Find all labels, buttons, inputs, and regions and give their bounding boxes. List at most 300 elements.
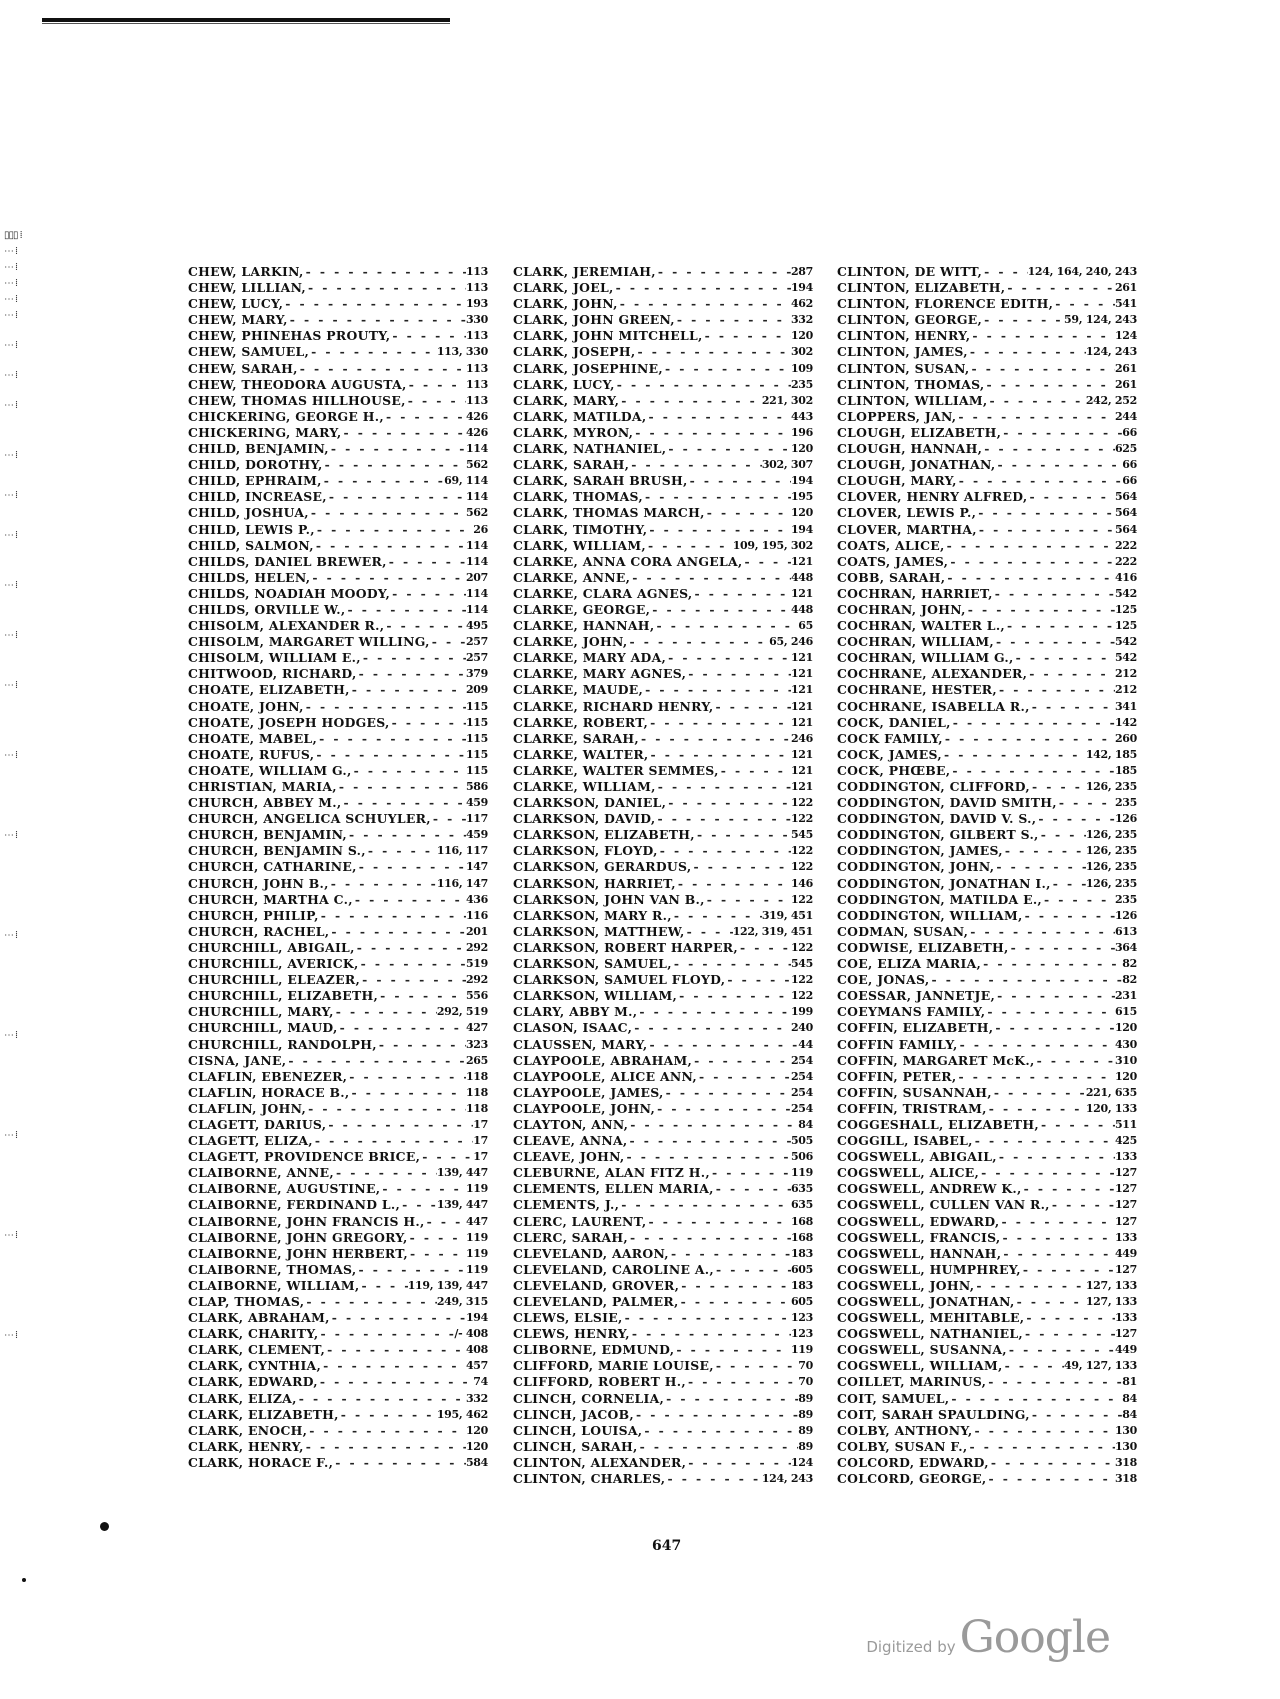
leader-dots [976, 505, 1115, 521]
leader-dots [406, 393, 466, 409]
leader-dots [1035, 1053, 1115, 1069]
leader-dots [1009, 940, 1115, 956]
entry-pages: 119 [465, 1246, 488, 1260]
index-entry [513, 859, 813, 875]
entry-name: COGSWELL, ANDREW K., [837, 1181, 1022, 1197]
page-number: 647 [652, 1538, 682, 1554]
entry-name: CLARKSON, MATTHEW, [513, 923, 685, 939]
entry-name: CHURCH, PHILIP, [188, 907, 319, 923]
entry-pages: 287 [790, 265, 813, 278]
entry-pages: 292 [465, 973, 488, 987]
index-entry [837, 473, 1137, 489]
index-entry [837, 1037, 1137, 1053]
entry-pages: 65, 246 [769, 635, 813, 649]
entry-name: CLINTON, ALEXANDER, [513, 1454, 687, 1470]
entry-pages: 133 [1114, 1311, 1137, 1325]
entry-pages: 142, 185 [1085, 747, 1137, 761]
entry-name: CLAFLIN, EBENEZER, [188, 1068, 348, 1084]
index-entry [837, 1342, 1137, 1358]
index-entry [837, 1246, 1137, 1262]
entry-name: COGSWELL, ALICE, [837, 1165, 980, 1181]
entry-name: CLAYPOOLE, JAMES, [513, 1084, 664, 1100]
entry-pages: 115 [465, 699, 488, 713]
leader-dots [304, 1294, 437, 1310]
entry-pages: 183 [790, 1246, 813, 1260]
index-entry [837, 1455, 1137, 1471]
entry-pages: 66 [1122, 474, 1137, 488]
entry-pages: 427 [465, 1021, 488, 1035]
entry-name: CLINTON, GEORGE, [837, 312, 983, 328]
leader-dots [979, 1165, 1115, 1181]
entry-name: CLARKE, ANNE, [513, 569, 631, 585]
entry-name: CLINTON, CHARLES, [513, 1471, 666, 1487]
entry-pages: 168 [790, 1230, 813, 1244]
entry-name: CHOATE, JOHN, [188, 698, 304, 714]
index-entry [188, 1310, 488, 1326]
entry-pages: 318 [1114, 1455, 1137, 1469]
leader-dots [738, 940, 791, 956]
index-entry [188, 280, 488, 296]
index-entry [513, 1439, 813, 1455]
entry-name: CHURCH, CATHARINE, [188, 859, 357, 875]
index-entry [513, 779, 813, 795]
entry-pages: 127 [1114, 1198, 1137, 1212]
entry-name: CLARK, ABRAHAM, [188, 1310, 330, 1326]
entry-pages: 133 [1114, 1150, 1137, 1164]
leader-dots [339, 1407, 437, 1423]
entry-name: CLEVELAND, AARON, [513, 1245, 669, 1261]
index-entry [513, 924, 813, 940]
entry-pages: 416 [1114, 570, 1137, 584]
index-entry [837, 1310, 1137, 1326]
entry-pages: 302 [790, 345, 813, 359]
entry-pages: 114 [465, 490, 488, 504]
leader-dots [714, 1262, 791, 1278]
index-entry [513, 908, 813, 924]
entry-pages: 126, 235 [1085, 828, 1137, 842]
index-entry [513, 988, 813, 1004]
entry-pages: 118 [465, 1069, 488, 1083]
index-entry [837, 425, 1137, 441]
entry-name: CHITWOOD, RICHARD, [188, 666, 357, 682]
index-entry [188, 586, 488, 602]
entry-name: CLEVELAND, GROVER, [513, 1277, 680, 1293]
index-entry [837, 1391, 1137, 1407]
index-entry [513, 1230, 813, 1246]
entry-pages: 126 [1114, 812, 1137, 826]
entry-name: CLARK, WILLIAM, [513, 537, 646, 553]
google-watermark [866, 1612, 1110, 1663]
index-entry [513, 876, 813, 892]
index-entry [513, 1342, 813, 1358]
leader-dots [646, 409, 791, 425]
entry-pages: 70 [798, 1359, 813, 1373]
leader-dots [1005, 280, 1115, 296]
entry-name: COCK FAMILY, [837, 730, 943, 746]
entry-name: CLOUGH, JONATHAN, [837, 457, 996, 473]
entry-name: COCHRAN, WALTER L., [837, 618, 1006, 634]
leader-dots [695, 827, 791, 843]
index-entry [837, 811, 1137, 827]
entry-name: CLARKSON, JOHN VAN B., [513, 891, 705, 907]
index-entry [837, 859, 1137, 875]
entry-pages: 116, 117 [436, 844, 488, 858]
entry-pages: 459 [465, 828, 488, 842]
entry-name: CLARKSON, FLOYD, [513, 843, 658, 859]
leader-dots [1030, 1407, 1122, 1423]
leader-dots [298, 361, 466, 377]
index-entry [837, 779, 1137, 795]
leader-dots [347, 827, 466, 843]
entry-pages: 449 [1114, 1246, 1137, 1260]
entry-pages: 69, 114 [444, 474, 488, 488]
index-entry [188, 779, 488, 795]
entry-pages: 201 [465, 924, 488, 938]
leader-dots [329, 924, 466, 940]
leader-dots [942, 747, 1086, 763]
entry-name: CLINTON, THOMAS, [837, 376, 985, 392]
entry-pages: 118 [465, 1085, 488, 1099]
entry-pages: 123 [790, 1327, 813, 1341]
entry-pages: 114 [465, 442, 488, 456]
leader-dots [685, 924, 733, 940]
entry-name: COFFIN, TRISTRAM, [837, 1100, 987, 1116]
leader-dots [288, 312, 466, 328]
entry-name: COILLET, MARINUS, [837, 1374, 987, 1390]
entry-pages: 139, 447 [436, 1166, 488, 1180]
entry-name: CLINCH, JACOB, [513, 1406, 635, 1422]
leader-dots [929, 972, 1122, 988]
entry-pages: 121 [790, 667, 813, 681]
entry-name: CHURCHILL, ELEAZER, [188, 972, 361, 988]
leader-dots [643, 682, 791, 698]
entry-name: CHURCH, JOHN B., [188, 875, 329, 891]
entry-pages: 195, 462 [436, 1407, 488, 1421]
leader-dots [997, 1149, 1115, 1165]
entry-name: COGSWELL, MEHITABLE, [837, 1310, 1025, 1326]
entry-pages: 113 [465, 377, 488, 391]
entry-name: COGSWELL, FRANCIS, [837, 1229, 1001, 1245]
entry-pages: 635 [790, 1198, 813, 1212]
entry-pages: 119 [465, 1262, 488, 1276]
leader-dots [390, 586, 466, 602]
leader-dots [384, 618, 466, 634]
entry-name: CODDINGTON, JONATHAN I., [837, 875, 1051, 891]
entry-name: COGSWELL, CULLEN VAN R., [837, 1197, 1050, 1213]
index-entry [513, 1471, 813, 1487]
entry-pages: 126, 235 [1085, 780, 1137, 793]
entry-name: CLAFLIN, JOHN, [188, 1100, 307, 1116]
index-entry [188, 1037, 488, 1053]
entry-name: COFFIN, SUSANNAH, [837, 1084, 992, 1100]
leader-dots [314, 538, 466, 554]
leader-dots [658, 843, 791, 859]
entry-pages: 122 [790, 940, 813, 954]
leader-dots [319, 908, 466, 924]
index-entry [188, 312, 488, 328]
entry-pages: 84 [798, 1117, 813, 1131]
entry-pages: 562 [465, 458, 488, 472]
index-entry [837, 409, 1137, 425]
leader-dots [672, 908, 762, 924]
entry-pages: 17 [473, 1150, 488, 1164]
leader-dots [390, 715, 466, 731]
leader-dots [956, 409, 1115, 425]
entry-name: CLEMENTS, J., [513, 1197, 620, 1213]
entry-name: COFFIN, ELIZABETH, [837, 1020, 994, 1036]
leader-dots [637, 1004, 791, 1020]
entry-pages: 124, 243 [1085, 345, 1137, 359]
leader-dots [985, 377, 1115, 393]
entry-name: CLERC, SARAH, [513, 1229, 628, 1245]
entry-name: CLAYPOOLE, JOHN, [513, 1100, 656, 1116]
leader-dots [692, 1053, 791, 1069]
entry-name: CHEW, SAMUEL, [188, 344, 310, 360]
entry-name: COGSWELL, HUMPHREY, [837, 1261, 1021, 1277]
entry-name: CLEAVE, JOHN, [513, 1149, 625, 1165]
entry-pages: 89 [798, 1407, 813, 1421]
entry-pages: 222 [1114, 538, 1137, 552]
index-entry [188, 956, 488, 972]
entry-pages: 207 [465, 570, 488, 584]
index-entry [837, 1020, 1137, 1036]
index-entry [837, 1407, 1137, 1423]
entry-name: CLARK, JOEL, [513, 280, 614, 296]
entry-pages: 122 [790, 796, 813, 810]
leader-dots [306, 1101, 466, 1117]
entry-pages: 122 [790, 973, 813, 987]
leader-dots [614, 280, 791, 296]
entry-name: CLAYPOOLE, ALICE ANN, [513, 1068, 697, 1084]
leader-dots [688, 473, 791, 489]
index-entry [188, 1358, 488, 1374]
entry-pages: 120 [790, 329, 813, 343]
entry-name: CHILD, JOSHUA, [188, 505, 309, 521]
leader-dots [359, 956, 466, 972]
index-entry [837, 361, 1137, 377]
entry-name: CHRISTIAN, MARIA, [188, 779, 337, 794]
index-entry [513, 1117, 813, 1133]
index-entry [513, 554, 813, 570]
leader-dots [643, 489, 791, 505]
entry-pages: 194 [790, 522, 813, 536]
index-entry [188, 602, 488, 618]
index-entry [837, 634, 1137, 650]
index-entry [837, 1085, 1137, 1101]
index-entry [188, 1455, 488, 1471]
entry-pages: 127 [1114, 1214, 1137, 1228]
index-entry [188, 296, 488, 312]
entry-pages: 121 [790, 554, 813, 568]
leader-dots [970, 361, 1115, 377]
entry-name: COLCORD, EDWARD, [837, 1454, 989, 1470]
index-entry [513, 312, 813, 328]
entry-name: CHILD, DOROTHY, [188, 457, 323, 473]
index-entry [837, 264, 1137, 280]
index-entry [188, 1069, 488, 1085]
entry-name: CODDINGTON, CLIFFORD, [837, 779, 1030, 794]
leader-dots [355, 940, 466, 956]
index-entry [188, 522, 488, 538]
index-entry [188, 682, 488, 698]
entry-name: CHISOLM, MARGARET WILLING, [188, 634, 430, 650]
entry-pages: 447 [465, 1214, 488, 1228]
index-entry [188, 731, 488, 747]
leader-dots [648, 1037, 799, 1053]
entry-pages: 586 [465, 780, 488, 793]
entry-name: CLARKSON, ROBERT HARPER, [513, 939, 738, 955]
leader-dots [1022, 1181, 1115, 1197]
leader-dots [356, 1262, 465, 1278]
entry-name: CHEW, SARAH, [188, 360, 298, 376]
leader-dots [669, 1246, 791, 1262]
entry-name: COCHRANE, ALEXANDER, [837, 666, 1028, 682]
entry-name: COGSWELL, ABIGAIL, [837, 1149, 997, 1165]
entry-pages: 17 [473, 1134, 488, 1148]
index-entry [513, 1037, 813, 1053]
entry-name: CLINCH, SARAH, [513, 1438, 638, 1454]
leader-dots [628, 1230, 791, 1246]
leader-dots [633, 425, 791, 441]
leader-dots [420, 1149, 473, 1165]
leader-dots [619, 1197, 791, 1213]
entry-pages: 133 [1114, 1230, 1137, 1244]
entry-name: CLARK, MYRON, [513, 424, 634, 440]
entry-pages: 122 [790, 892, 813, 906]
index-entry [513, 682, 813, 698]
entry-name: CLAYPOOLE, ABRAHAM, [513, 1052, 693, 1068]
entry-name: CLEVELAND, PALMER, [513, 1294, 679, 1309]
leader-dots [666, 441, 791, 457]
leader-dots [1023, 908, 1115, 924]
index-entry [837, 344, 1137, 360]
leader-dots [703, 328, 791, 344]
entry-name: CLARK, NATHANIEL, [513, 441, 667, 457]
entry-pages: 542 [1114, 651, 1137, 665]
entry-name: CLARK, JOSEPH, [513, 344, 636, 360]
index-entry [513, 377, 813, 393]
entry-name: CHOATE, WILLIAM G., [188, 762, 352, 778]
index-entry [837, 457, 1137, 473]
entry-pages: 292, 519 [436, 1005, 488, 1019]
index-entry [188, 1181, 488, 1197]
entry-name: CLARKE, WALTER, [513, 746, 649, 762]
index-entry [837, 618, 1137, 634]
index-entry [188, 1391, 488, 1407]
leader-dots [714, 1181, 791, 1197]
entry-pages: 257 [465, 635, 488, 649]
entry-name: CLARK, ELIZA, [188, 1390, 297, 1406]
entry-pages: 254 [790, 1085, 813, 1099]
leader-dots [1036, 811, 1115, 827]
entry-name: CLAIBORNE, ANNE, [188, 1165, 334, 1181]
entry-pages: 82 [1122, 957, 1137, 971]
entry-pages: 261 [1114, 361, 1137, 375]
entry-pages: 66 [1122, 458, 1137, 472]
entry-name: CLASON, ISAAC, [513, 1020, 633, 1036]
index-entry [188, 393, 488, 409]
entry-pages: 84 [1122, 1407, 1137, 1421]
index-entry [188, 1117, 488, 1133]
entry-name: CLOUGH, HANNAH, [837, 441, 983, 457]
leader-dots [966, 602, 1115, 618]
entry-pages: 194 [790, 474, 813, 488]
entry-name: CLARKSON, HARRIET, [513, 875, 676, 891]
entry-pages: 199 [790, 1005, 813, 1019]
leader-dots [390, 328, 466, 344]
index-entry [188, 441, 488, 457]
entry-pages: 519 [465, 957, 488, 971]
index-entry [837, 827, 1137, 843]
entry-name: CLAIBORNE, FERDINAND L., [188, 1197, 401, 1213]
index-entry [188, 1149, 488, 1165]
index-entry [513, 1423, 813, 1439]
index-entry [513, 1133, 813, 1149]
index-entry [513, 538, 813, 554]
index-entry [837, 1262, 1137, 1278]
leader-dots [995, 988, 1115, 1004]
entry-pages: 260 [1114, 731, 1137, 745]
leader-dots [705, 505, 791, 521]
entry-name: CLOVER, MARTHA, [837, 521, 977, 537]
entry-name: CLIFFORD, MARIE LOUISE, [513, 1358, 714, 1374]
entry-pages: 196 [790, 425, 813, 439]
index-column-1 [188, 264, 488, 1471]
leader-dots [988, 393, 1086, 409]
index-entry [513, 296, 813, 312]
leader-dots [948, 554, 1115, 570]
leader-dots [309, 344, 437, 360]
leader-dots [380, 1181, 466, 1197]
index-entry [837, 972, 1137, 988]
entry-name: CLARK, THOMAS MARCH, [513, 505, 705, 521]
entry-pages: 364 [1114, 940, 1137, 954]
index-entry [188, 634, 488, 650]
entry-name: CLARK, CHARITY, [188, 1326, 319, 1342]
leader-dots [1024, 1310, 1115, 1326]
entry-pages: 459 [465, 796, 488, 810]
leader-dots [1027, 666, 1115, 682]
index-entry [188, 811, 488, 827]
entry-name: CHICKERING, GEORGE H., [188, 408, 385, 424]
leader-dots [714, 699, 791, 715]
entry-pages: 122 [790, 812, 813, 826]
entry-name: CLARKE, ANNA CORA ANGELA, [513, 553, 743, 569]
leader-dots [357, 859, 466, 875]
entry-name: CLARKE, JOHN, [513, 634, 628, 650]
entry-name: CHURCHILL, RANDOLPH, [188, 1036, 377, 1052]
leader-dots [649, 747, 791, 763]
leader-dots [665, 1471, 761, 1487]
leader-dots [304, 264, 466, 280]
entry-name: CHURCH, RACHEL, [188, 923, 330, 939]
entry-name: CHILDS, DANIEL BREWER, [188, 553, 387, 569]
index-column-3 [837, 264, 1137, 1487]
entry-name: CHOATE, MABEL, [188, 730, 318, 746]
entry-pages: 615 [1114, 1005, 1137, 1019]
index-entry [188, 843, 488, 859]
entry-name: CLIFFORD, ROBERT H., [513, 1374, 686, 1390]
entry-pages: 319, 451 [761, 908, 813, 922]
entry-name: CLINTON, FLORENCE EDITH, [837, 296, 1054, 312]
entry-pages: 121 [790, 586, 813, 600]
entry-pages: 113 [465, 393, 488, 407]
entry-pages: 564 [1114, 490, 1137, 504]
index-entry [188, 1101, 488, 1117]
entry-pages: 116, 147 [436, 876, 488, 890]
entry-pages: 408 [465, 1343, 488, 1357]
index-entry [513, 1165, 813, 1181]
